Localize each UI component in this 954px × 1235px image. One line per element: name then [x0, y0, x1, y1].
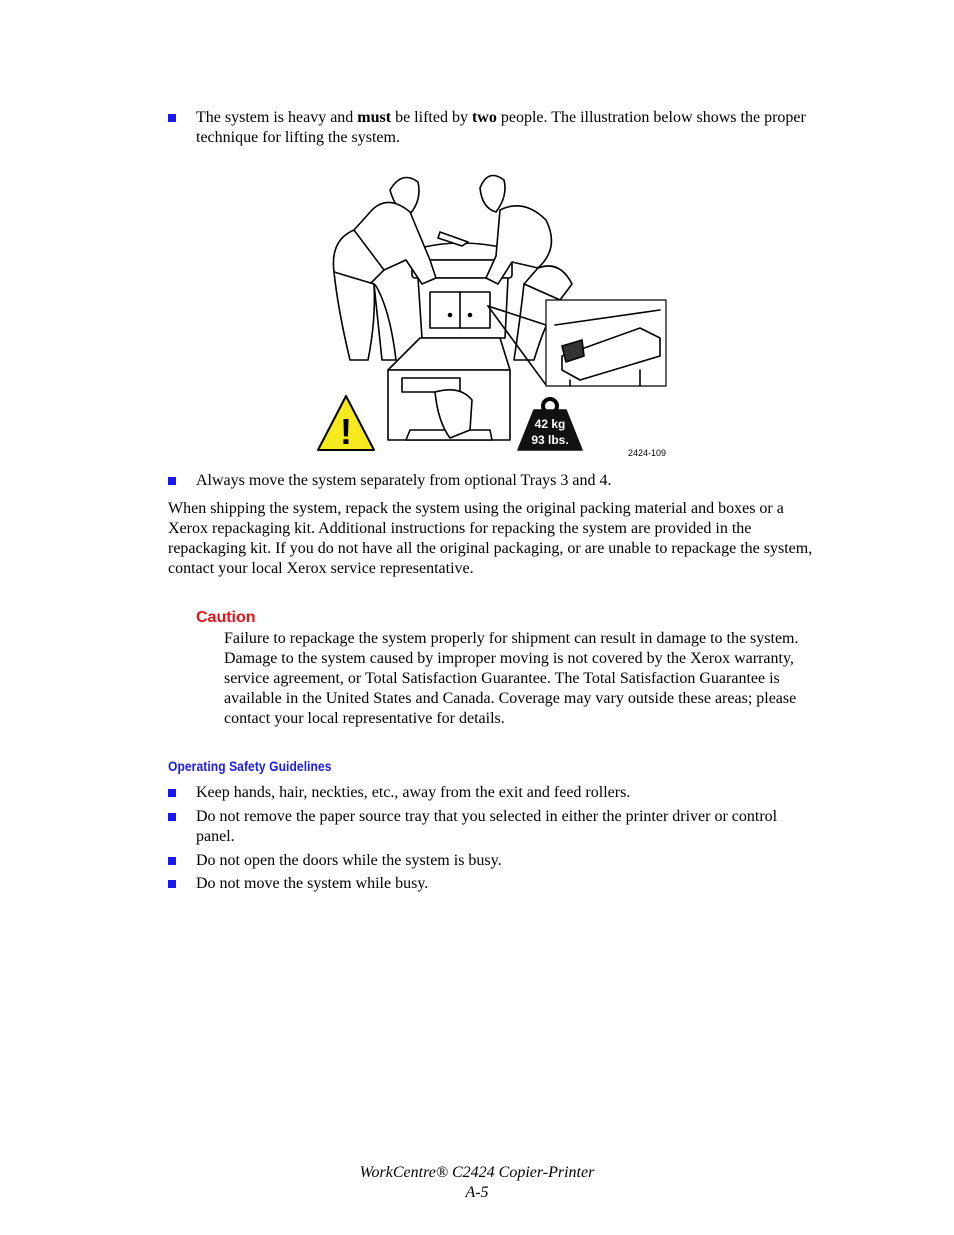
- list-item-text: Do not remove the paper source tray that you selected in either the printer driver or control panel.: [196, 808, 778, 845]
- list-item-text: Always move the system separately from optional Trays 3 and 4.: [196, 472, 612, 489]
- bullet-square-icon: [168, 114, 176, 122]
- caution-body: Failure to repackage the system properly for shipment can result in damage to the system. Damage to the system caused by improper moving is not covered by the Xerox warranty, service agreement, or Total Satisfaction Guarantee. The Total Satisfaction Guarantee is available in the United States and Canada. Coverage may vary outside these areas; please contact your local representative for details.: [224, 630, 799, 727]
- list-item-text: Do not move the system while busy.: [196, 875, 429, 892]
- figure-id: 2424-109: [627, 448, 666, 458]
- page-number: A-5: [465, 1184, 489, 1201]
- weight-lbs-label: 93 lbs.: [531, 433, 569, 447]
- list-item: [168, 783, 818, 803]
- list-item-text: Do not open the doors while the system is busy.: [196, 852, 502, 869]
- bullet-square-icon: [168, 477, 176, 485]
- list-item-text: Keep hands, hair, neckties, etc., away from the exit and feed rollers.: [196, 784, 631, 801]
- shipping-paragraph: When shipping the system, repack the system using the original packing material and boxes or a Xerox repackaging kit. Additional instructions for repacking the system are provided in the repackaging kit. If you do not have all the original packaging, or are unable to repackage the system, contact your local Xerox service representative.: [168, 500, 813, 577]
- bullet-square-icon: [168, 857, 176, 865]
- bullet-square-icon: [168, 813, 176, 821]
- weight-kg-label: 42 kg: [534, 417, 566, 431]
- list-item: [168, 851, 818, 871]
- list-item: [168, 108, 818, 148]
- list-item: [168, 807, 818, 847]
- bullet-square-icon: [168, 789, 176, 797]
- list-item-text: The system is heavy and must be lifted by two people. The illustration below shows the proper technique for lifting the system.: [196, 109, 806, 146]
- bullet-square-icon: [168, 880, 176, 888]
- section-heading: Operating Safety Guidelines: [168, 758, 332, 774]
- list-item: [168, 874, 818, 894]
- list-item: [168, 471, 818, 491]
- caution-title: Caution: [196, 609, 256, 626]
- left-person-icon: [333, 178, 436, 361]
- lifting-illustration: [310, 160, 670, 462]
- footer-title: WorkCentre® C2424 Copier-Printer: [359, 1164, 595, 1181]
- warning-glyph: !: [340, 411, 352, 452]
